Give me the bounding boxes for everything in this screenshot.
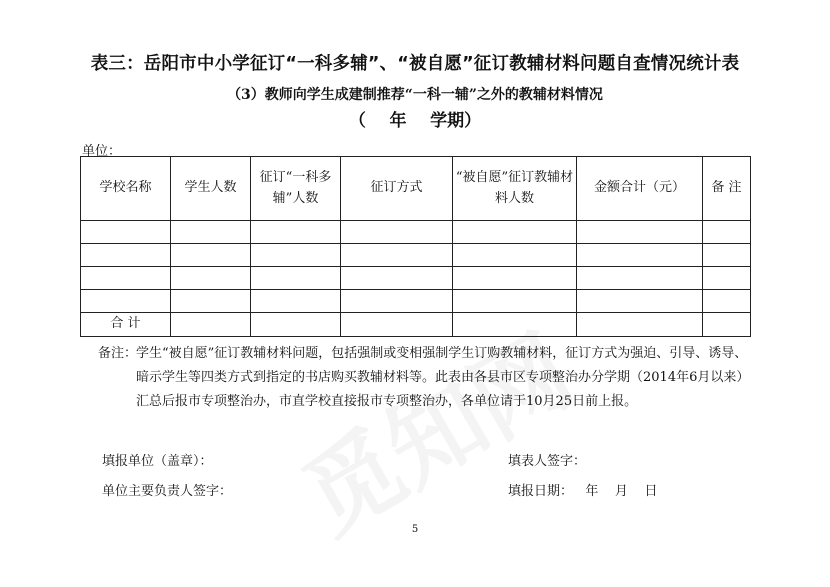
table-row — [81, 244, 751, 267]
table-header-row — [81, 157, 751, 221]
table-cell — [171, 267, 251, 290]
header-amount-total: 金额合计（元） — [577, 157, 703, 221]
period-line: （ 年 学期） — [348, 111, 482, 131]
table-cell — [251, 313, 341, 337]
table-row — [81, 267, 751, 290]
table-cell — [81, 267, 171, 290]
table-cell — [703, 267, 751, 290]
table-cell — [81, 244, 171, 267]
header-order-method: 征订方式 — [341, 157, 453, 221]
table-cell — [251, 221, 341, 244]
filler-sign-label: 填表人签字： — [508, 454, 587, 469]
table-total-row — [81, 313, 751, 337]
table-cell — [453, 267, 577, 290]
table-cell — [81, 290, 171, 313]
table-cell — [577, 244, 703, 267]
table-cell — [171, 313, 251, 337]
table-cell — [251, 244, 341, 267]
fill-date-label: 填报日期： 年 月 日 — [508, 484, 658, 499]
total-label: 合 计 — [81, 313, 171, 337]
table-cell — [453, 313, 577, 337]
header-remarks: 备 注 — [703, 157, 751, 221]
table-cell — [81, 221, 171, 244]
note-block — [98, 342, 758, 414]
table-cell — [453, 244, 577, 267]
page-number: 5 — [411, 524, 419, 535]
table-cell — [703, 313, 751, 337]
table-cell — [341, 290, 453, 313]
table-cell — [171, 244, 251, 267]
table-cell — [341, 267, 453, 290]
document-title: 表三：岳阳市中小学征订“一科多辅”、“被自愿”征订教辅材料问题自查情况统计表 — [90, 54, 740, 74]
table-cell — [341, 221, 453, 244]
table-cell — [453, 290, 577, 313]
header-student-count: 学生人数 — [171, 157, 251, 221]
table-cell — [453, 221, 577, 244]
fill-unit-label: 填报单位（盖章）： — [102, 454, 213, 469]
leader-sign-label: 单位主要负责人签字： — [102, 484, 233, 499]
table-cell — [577, 290, 703, 313]
table-cell — [703, 221, 751, 244]
table-cell — [577, 267, 703, 290]
table-cell — [251, 290, 341, 313]
document-subtitle: （3）教师向学生成建制推荐“一科一辅”之外的教辅材料情况 — [227, 87, 603, 103]
note-label: 备注： — [98, 346, 138, 361]
table-cell — [341, 313, 453, 337]
header-school-name: 学校名称 — [81, 157, 171, 221]
statistics-table — [80, 156, 751, 337]
table-cell — [577, 221, 703, 244]
unit-label: 单位： — [82, 144, 122, 159]
table-cell — [341, 244, 453, 267]
table-cell — [171, 290, 251, 313]
table-row — [81, 221, 751, 244]
table-row — [81, 290, 751, 313]
header-multi-aid-count: 征订“一科多辅”人数 — [251, 157, 341, 221]
note-text: 学生“被自愿”征订教辅材料问题，包括强制或变相强制学生订购教辅材料，征订方式为强迫、引导、诱导、暗示学生等四类方式到指定的书店购买教辅材料等。此表由各县市区专项整治办分学期（2014年6月以来）汇总后报市专项整治办，市直学校直接报市专项整治办，各单位请于10月25日前上报。 — [136, 346, 750, 409]
header-involuntary-count: “被自愿”征订教辅材料人数 — [453, 157, 577, 221]
table-cell — [171, 221, 251, 244]
table-cell — [703, 290, 751, 313]
table-cell — [703, 244, 751, 267]
table-cell — [251, 267, 341, 290]
table-cell — [577, 313, 703, 337]
